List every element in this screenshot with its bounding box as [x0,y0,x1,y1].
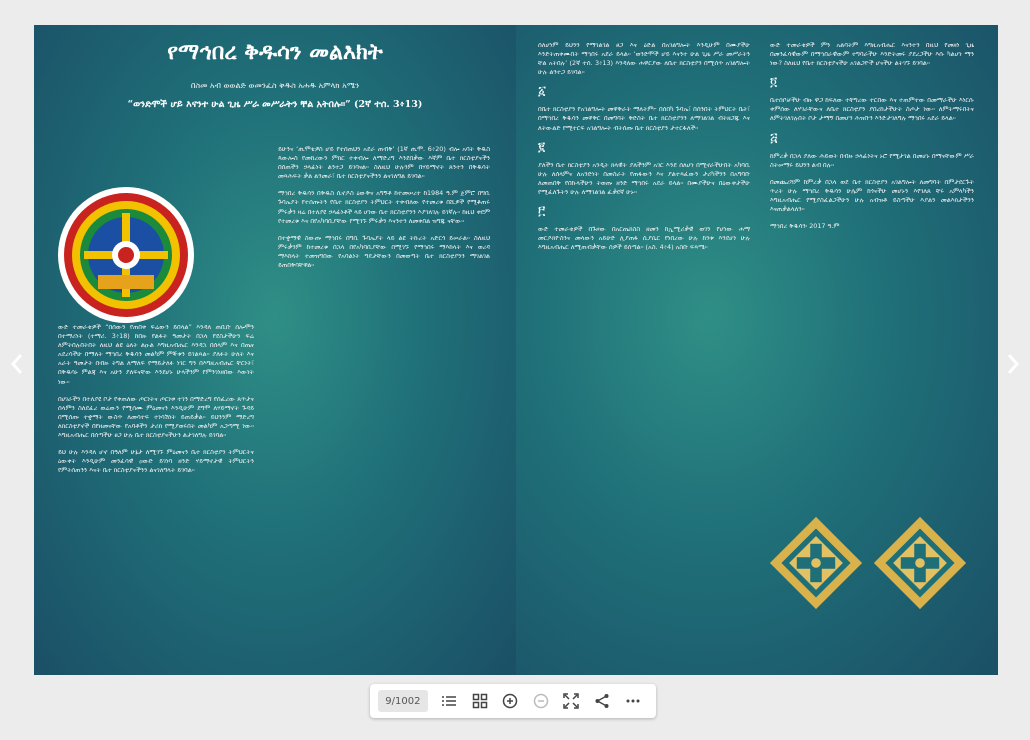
zoom-out-button[interactable] [526,688,557,714]
paragraph: ከምረቃ በኋላ ያለው ሕይወት በብዙ ኃላፊነትና ኑሮ የሚታገል በመሆኑ በማናቸውም ሥራ ስትሠማሩ ይህንን ልብ በሉ። [770,151,974,169]
chevron-left-icon [10,353,24,375]
mahibere-kidusan-logo-icon [56,185,196,325]
thumbnails-button[interactable] [464,688,495,714]
left-page [34,25,517,675]
paragraph: ይሁንና ‘ጢሞቴዎስ ሆይ የተሰጠህን አደራ ጠብቅ’ (1ኛ ጢሞ. 6፥20) ብሎ አባት ቅዱስ ጳውሎስ የመከረውን ምክር ተቀብሎ ለማድረግ እንደበቃው እኛም ቤተ ክርስቲያናችን በሰጠችን ኃላፊነት ልንተጋ ይገባናል። ስለዚህ ሁሉንም በሃይማኖት ጸንተን በቅዱሳት መጻሕፍት ቃል ልንመራ፣ ቤተ ክርስቲያናችንን ልናገለግል ይገባል። [278,145,490,181]
more-options-button[interactable] [617,688,648,714]
paragraph: በመጨረሻም ከምረቃ በኋላ ወደ ቤተ ክርስቲያን አገልግሎት ለመግባት በምታደርጉት ጥረት ሁሉ ማኅበረ ቅዱሳን ሁሌም ከጎናችሁ መሆኑን እየገለጸ ቸሩ አምላካችን እግዚአብሔር የሚያስፈልጋችሁን ሁሉ አብዝቶ ይስጣችሁ እያልን መልእክታችንን እናጠቃልላለን። [770,177,974,214]
fullscreen-button[interactable] [556,688,587,714]
paragraph: ሰለሆነም ይህንን የማገልገል ፀጋ እና ዕድል በአገልግሎት እንዲሁም በሙያችሁ እንድትጠቀሙበት ማኅበሩ አደራ ይላል። ‘ወንድሞች ሆይ እናንተ ሁል ጊዜ ሥራ መሥራትን ቸል አትበሉ’ (2ኛ ተሰ. 3፥13) እንዳለው ሐዋርያው ለቤተ ክርስቲያን በሚሰጥ አገልግሎት ሁሉ ልንተጋ ይገባል። [538,41,750,77]
right-page [516,25,998,675]
paragraph: ውድ ተመራቂዎች በጉዞው በአርጤክስስ ዘመን ከኢሚሪቃዊ ወገን የሆነው ሐማ መርዶክዮስንና መላውን አይሁድ ሊያጠፋ ሲያሴር የነበረው ሁሉ ከንቱ እንደሆነ ሁሉ እግዚአብሔር ለሚጠብቃቸው ሰዎች ይሰጣል። (አስ. 4፥4) አስቡ ፍጻሜ። [538,225,750,252]
gold-cross-ornament-icon [872,515,968,611]
paragraph: ማኅበረ ቅዱሳን በቅዱስ ሲኖዶስ ዕውቅና አግኝቶ ከተመሠረተ ከ1984 ዓ.ም ጀምሮ በግቢ ጉባኤያት የተሰጡትን የቤተ ክርስቲያን ትምህርት ተቀብለው የተመረቁ በሺዎች የሚቆጠሩ ምሩቃን ዛሬ በተለያዩ ኃላፊነቶች ላይ ሆነው ቤተ ክርስቲያንን እያገለገሉ ይገኛሉ። ከዚህ ቀደም የተመረቁ እና በየአካባቢያቸው የሚገኙ ምሩቃን እናንተን ለመቀበል ዝግጁ ናቸው። [278,189,490,225]
section-number: ፫ [538,204,546,220]
section-number: ፪ [538,139,546,155]
invocation: በስመ አብ ወወልድ ወመንፈስ ቅዱስ አሐዱ አምላክ አሜን [190,81,360,90]
paragraph: በሀገራችን በተለያዩ ቦታ የቀጠለው ጦርነትና ጦርነቱ ተገን በማድረግ የሰፈረው ጸጥታና ሰላምን ስለደፈረ ወሬውን የሚሰሙ ምዕመናን እንዲሁም ደግሞ ለሃይማኖት ጉዳይ በሚሰጡ ተቋማት ውስጥ ለመሳተፍ ተነሳሽነት ይጠይቃል። ይህንንም ማድረግ ለክርስቲያኖች በየዘመናቸው የአባቶችን ታሪክ የሚያወሩበት መልካም አጋጣሚ ነው። እግዚአብሔር በሰጣችሁ ፀጋ ሁሉ ቤተ ክርስቲያናችሁን ልታገለግሉ ይገባል። [58,394,254,440]
page-title: የማኅበረ ቅዱሳን መልእክት [167,39,383,65]
section-number: ፭ [770,130,778,146]
right-column-2 [770,41,974,239]
verse-heading: “ወንድሞች ሆይ እናንተ ሁል ጊዜ ሥራ መሥራትን ቸል አትበሉ።” (2ኛ ተሰ. 3፥13) [127,99,423,110]
paragraph: ውድ ተመራቂዎች “በሰውን የጠበቀ ፍሬውን ይበላል” እንዳለ ጠቢቡ ሰሎሞን በተማሪነት (ተማሪ. 3፥18) ከበዙ የልፋት ዓመታት በኋላ የደስታችሁን ፍሬ ለምትበሉበትበት ለዚህ ልዩ ዕለት ልዑል እግዚአብሔር እንዳኋ በሰላም እና በጤና አደረሳችሁ በማለት ማኅበረ ቅዱሳን መልካም ምኞቱን ይገልጻል። ያለፉት ሁለት እና አራት ዓመታት በብዙ ትግል ለማለፍ የማይታለፉ ነገር ግን በእግዚአብሔር ቸርነት፣ በቅዱሳኑ ምልጃ እና አሁን ያለፍናቸው እንደሆኑ ሁላችንም የምንገነዘበው እውነት ነው። [58,323,254,386]
right-column-1 [538,41,750,260]
more-icon [625,693,641,709]
next-page-button[interactable] [1002,350,1024,378]
left-column-1 [58,323,254,483]
chevron-right-icon [1006,353,1020,375]
paragraph: ቤተሰቦቻችሁ ብዙ ዋጋ ከፍለው ተቸግረው ተርበው እና ተጠምተው በመማራችሁ እነርሱ ቀምሰው ለሃገራቸውና ለቤተ ክርስቲያን ያበረከታችሁት ስጦታ ነው። ለምትማሩበትና ለምትገለገሉበት ቦታ ታማኝ በመሆን ሕዝቡን እንድታገለግሉ ማኅበሩ አደራ ይላል። [770,96,974,123]
section-number: ፬ [770,75,778,91]
zoom-in-icon [502,693,518,709]
viewer-toolbar [370,684,656,718]
list-icon [441,693,457,709]
signature-line: ማኅበረ ቅዱሳን፡ 2017 ዓ.ም [770,222,840,231]
table-of-contents-button[interactable] [434,688,465,714]
page-indicator[interactable]: 9/1002 [378,690,428,712]
zoom-out-icon [533,693,549,709]
share-icon [594,693,610,709]
paragraph: በተቋማዊ ስውጡ ማኅበሩ በግቢ ጉባኤያት ላይ ልዩ ትኩረት አድርጎ ይሠራል። ስለዚህ ምሩቃንም ከተመረቁ በኋላ በየአካባቢያቸው በሚገኙ የማኅበሩ ማእከላት እና ወረዳ ማእከላት ተመዝግበው የአባልነት ግዴታቸውን በመወጣት ቤተ ክርስቲያንን ማገልገል ይጠበቅባቸዋል። [278,233,490,270]
previous-page-button[interactable] [6,350,28,378]
paragraph: ውድ ተመራቂዎች ምን አልባትም እግዚአብሔር እናንተን በዚህ የመዘነ ጊዜ በመንፈሳዊውም በማኅበራዊውም ተግባራችሁ እንድትመሩ ያደረጋችሁ እሱ ካልሆነ ማን ነው? ስለዚህ የቤተ ክርስቲያናችሁ አገልጋዮች ሆናችሁ ልትገኙ ይገባል። [770,41,974,68]
gold-cross-ornament-icon [768,515,864,611]
paragraph: ይህ ሁሉ እንዳለ ሆኖ በዓለም ሁኔታ ለሚገኙ ምዕመናን ቤተ ክርስቲያን ትምህርትና ዕውቀት እንዲሁም መንፈሳዊ ዐውድ ይገነባ ዘንድ ሃይማኖታዊ ትምህርትን የምትሰጠንን እናት ቤተ ክርስቲያናችንን ልናገለግላት ይገባል። [58,448,254,475]
fullscreen-icon [563,693,579,709]
left-column-2 [278,145,490,278]
grid-icon [472,693,488,709]
section-number: ፩ [538,84,547,100]
share-button[interactable] [587,688,618,714]
paragraph: ያለችን ቤተ ክርስቲያን አንዲት ክላዊት ያለችንም አገር እንደ ሰለሆነ በሚኖራችሁበት አካባቢ ሁሉ ለሰላምና ለአንድነት በመስራት የጠፋውን እና ያልተጻፈውን ታሪካችንን በአግባቡ ለመጠበቅ የበኩላችሁን ትወጡ ዘንድ ማኅበሩ አደራ ይላል። በሙያችሁና በዕውቀታችሁ የሚፈለጉትን ሁሉ ለማገልገል ፈቃደኛ ሁኑ። [538,160,750,196]
zoom-in-button[interactable] [495,688,526,714]
paragraph: በቤተ ክርስቲያን የአገልግሎት መዋቅራት ማለትም፦ በሰበካ ጉባኤ፣ በሰንበት ትምህርት ቤት፣ በማኅበረ ቅዱሳን መዋቅር በመግባት ቅድስት ቤተ ክርስቲያንን ለማገልገል ብትዘጋጁ እና ለትውልድ የሚተርፍ አገልግሎት ብትሰጡ ቤተ ክርስቲያን ታተርፋለች። [538,105,750,132]
